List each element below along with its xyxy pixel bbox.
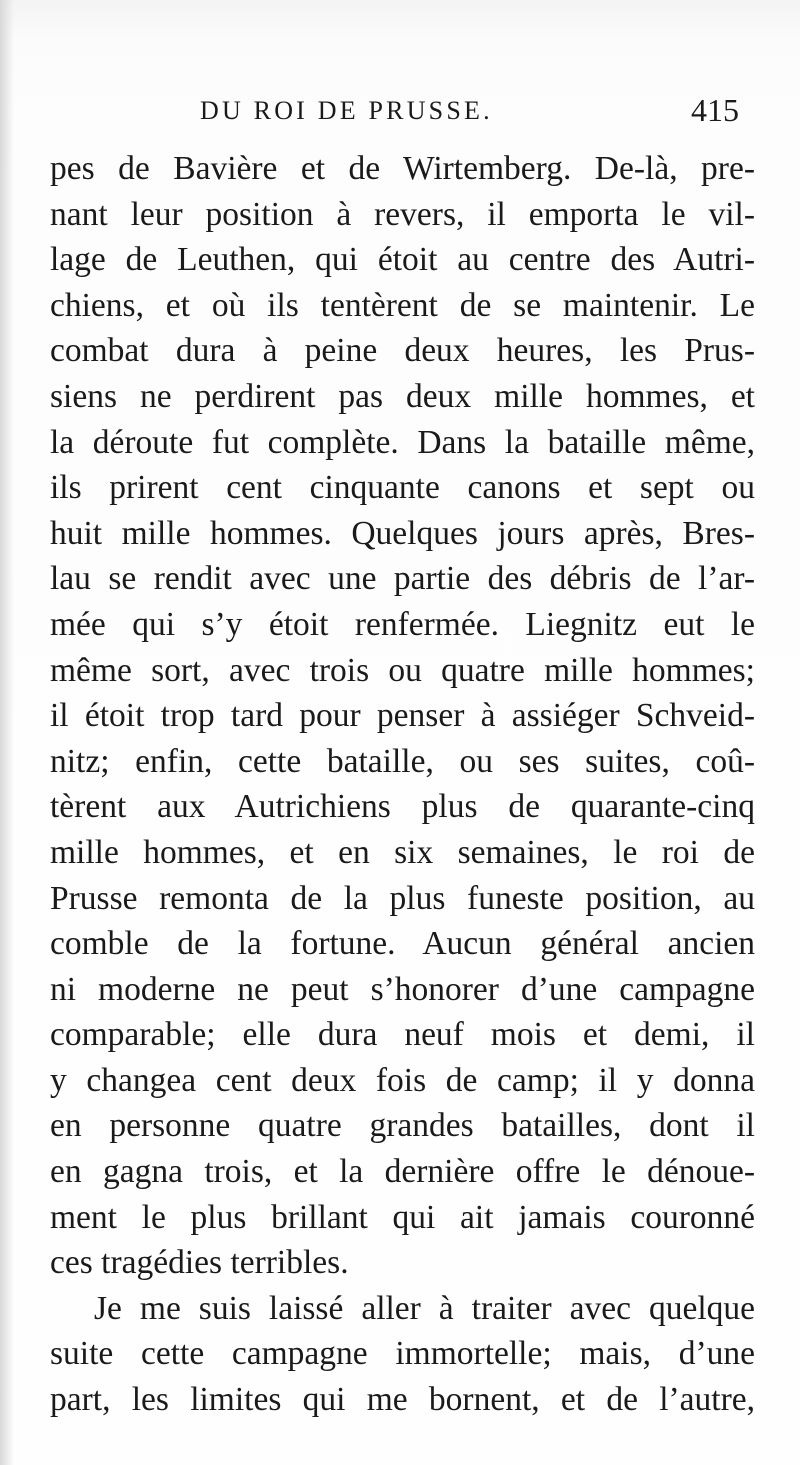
text-line-7: la déroute fut complète. Dans la bataille même, — [50, 423, 755, 461]
text-line-1: pes de Bavière et de Wirtemberg. De-là, pre- — [50, 150, 755, 187]
text-line-23: en gagna trois, et la dernière offre le dénoue- — [50, 1153, 755, 1191]
text-line-19: ni moderne ne peut s’honorer d’une campagne — [50, 970, 755, 1008]
text-line-15: tèrent aux Autrichiens plus de quarante-cinq — [50, 788, 755, 826]
text-line-4: chiens, et où ils tentèrent de se maintenir. Le — [50, 286, 755, 324]
text-line-21: y changea cent deux fois de camp; il y donna — [50, 1061, 755, 1099]
text-line-5: combat dura à peine deux heures, les Prus- — [50, 332, 755, 370]
text-line-14: nitz; enfin, cette bataille, ou ses suites, coû- — [50, 742, 755, 780]
text-line-8: ils prirent cent cinquante canons et sept ou — [50, 469, 755, 507]
text-line-3: lage de Leuthen, qui étoit au centre des Autri- — [50, 241, 755, 279]
text-line-18: comble de la fortune. Aucun général ancien — [50, 925, 755, 963]
body-text — [50, 146, 755, 1423]
text-line-27: suite cette campagne immortelle; mais, d’une — [50, 1335, 755, 1373]
text-line-22: en personne quatre grandes batailles, dont il — [50, 1107, 755, 1145]
text-line-10: lau se rendit avec une partie des débris de l’ar- — [50, 560, 755, 598]
text-line-6: siens ne perdirent pas deux mille hommes, et — [50, 377, 755, 415]
text-line-17: Prusse remonta de la plus funeste position, au — [50, 879, 755, 917]
text-line-11: mée qui s’y étoit renfermée. Liegnitz eut le — [50, 605, 755, 643]
text-line-12: même sort, avec trois ou quatre mille hommes; — [50, 651, 755, 689]
text-line-16: mille hommes, et en six semaines, le roi de — [50, 833, 755, 871]
running-head: DU ROI DE PRUSSE. — [200, 96, 493, 125]
text-line-20: comparable; elle dura neuf mois et demi, il — [50, 1016, 755, 1054]
text-line-9: huit mille hommes. Quelques jours après, Bres- — [50, 514, 755, 552]
page-edge-shadow — [0, 0, 14, 1465]
text-line-28: part, les limites qui me bornent, et de l’autre, — [50, 1381, 755, 1419]
text-line-13: il étoit trop tard pour penser à assiéger Schveid- — [50, 697, 755, 735]
text-line-26: Je me suis laissé aller à traiter avec quelque — [94, 1289, 755, 1327]
page-header — [200, 92, 745, 136]
text-line-2: nant leur position à revers, il emporta le vil- — [50, 195, 755, 233]
text-line-24: ment le plus brillant qui ait jamais couronné — [50, 1198, 755, 1236]
text-line-25: ces tragédies terribles. — [50, 1244, 349, 1282]
page-number: 415 — [691, 92, 739, 128]
